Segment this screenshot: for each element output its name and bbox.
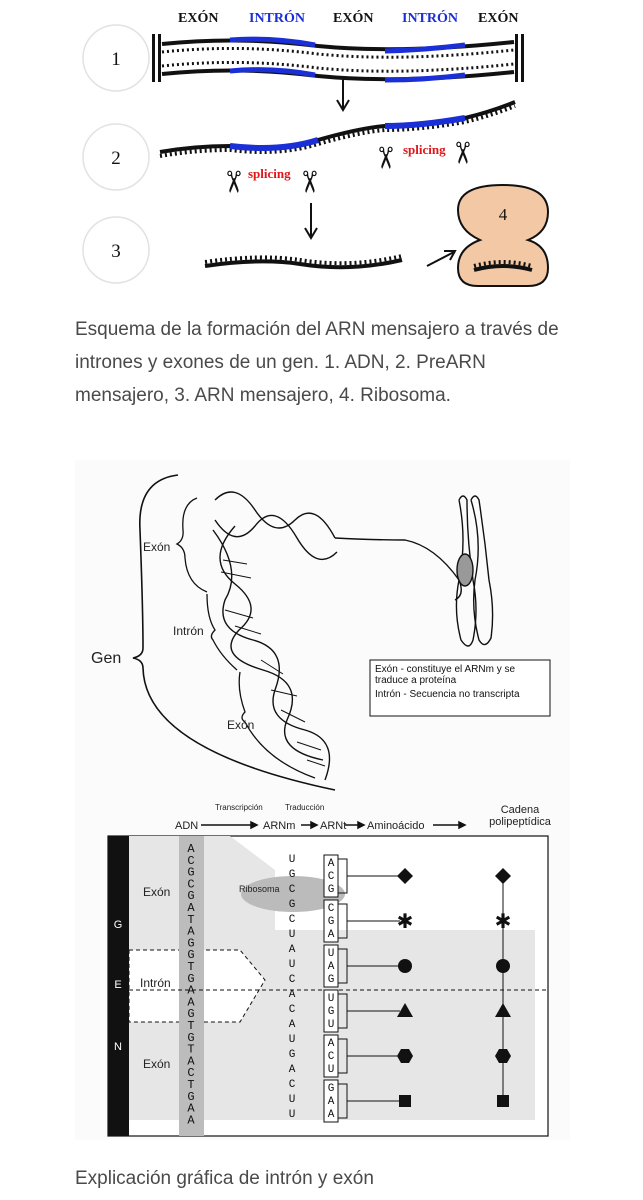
step-number-2: 2	[111, 148, 121, 169]
mrna-base: C	[288, 914, 296, 926]
intron-exon-diagram	[75, 460, 570, 1140]
trna-base: G	[327, 1083, 335, 1095]
trna-base: A	[327, 1096, 335, 1108]
intron-label-top: Intrón	[173, 624, 204, 638]
mrna-base: U	[288, 929, 296, 941]
flow-step-traduccion: Traducción	[285, 803, 325, 812]
splicing-label-1: splicing	[248, 166, 291, 181]
trna-base: G	[327, 974, 335, 986]
flow-cadena: Cadena polipeptídica	[489, 804, 551, 828]
step-number-1: 1	[111, 49, 121, 70]
mrna-base: A	[288, 989, 296, 1001]
dna-base: G	[187, 865, 195, 880]
mrna-base: G	[288, 899, 296, 911]
exon-label-top: Exón	[143, 540, 171, 554]
flow-adn: ADN	[175, 820, 199, 832]
arrow-right-icon	[427, 251, 455, 266]
svg-text:✂: ✂	[215, 169, 250, 195]
panel-exon-bottom: Exón	[143, 1057, 171, 1071]
dna-base: G	[187, 1030, 195, 1045]
exon-label-bottom: Exón	[227, 718, 255, 732]
dna-helix	[213, 492, 461, 780]
dna-base: G	[187, 1007, 195, 1022]
amino-acid-square-icon	[399, 1095, 411, 1107]
figure-caption-1: Esquema de la formación del ARN mensajero a través de intrones y exones de un gen. 1. ADN, 2. PreARN mensajero, 3. ARN mensajero, 4. Ribosoma.	[75, 319, 559, 406]
mrna-base: U	[288, 1034, 296, 1046]
mrna-base: G	[288, 869, 296, 881]
trna-base: G	[327, 1006, 335, 1018]
mrna-base: U	[288, 959, 296, 971]
dna-base: C	[187, 853, 195, 868]
trna-base: C	[327, 871, 335, 883]
dna-base: G	[187, 948, 195, 963]
label-exon-3: EXÓN	[478, 11, 519, 26]
mrna-base: A	[288, 1019, 296, 1031]
mrna-base: C	[288, 884, 296, 896]
dna-base: A	[187, 1101, 195, 1116]
label-exon-1: EXÓN	[178, 11, 219, 26]
amino-acid-circle-icon	[496, 959, 510, 973]
trna-base: A	[327, 858, 335, 870]
svg-text:✂: ✂	[444, 140, 479, 166]
dna-base: C	[187, 1066, 195, 1081]
dna-base: A	[187, 995, 195, 1010]
trna-base: G	[327, 884, 335, 896]
trna-base: A	[327, 929, 335, 941]
trna-base: C	[327, 903, 335, 915]
svg-text:✂: ✂	[367, 145, 402, 171]
ribosome-number: 4	[498, 205, 508, 224]
amino-acid-circle-icon	[398, 959, 412, 973]
dna-base: A	[187, 842, 195, 856]
dna-base: T	[187, 1019, 195, 1033]
trna-base: A	[327, 1038, 335, 1050]
amino-acid-square-icon	[497, 1095, 509, 1107]
gen-label: Gen	[91, 650, 122, 667]
flow-arnt: ARNt	[320, 820, 347, 832]
mrna-base: U	[288, 854, 296, 866]
dna-base: T	[187, 912, 195, 927]
ribosoma-label: Ribosoma	[239, 884, 280, 894]
dna-base: G	[187, 936, 195, 951]
dna-base: A	[187, 1054, 195, 1069]
dna-base: G	[187, 971, 195, 986]
dna-base: T	[187, 1042, 195, 1057]
dna-base: A	[187, 983, 195, 998]
ribosome-shape	[458, 185, 548, 286]
mrna-base: C	[288, 974, 296, 986]
trna-base: U	[327, 948, 335, 960]
mrna-base: C	[288, 1079, 296, 1091]
mrna-base: C	[288, 1004, 296, 1016]
arrow-down-icon	[337, 78, 349, 110]
mrna-base: G	[288, 1049, 296, 1061]
dna-base: G	[187, 1089, 195, 1104]
amino-acid-star-icon: ✱	[494, 911, 512, 933]
flow-step-transcripcion: Transcripción	[215, 803, 263, 812]
dna-base: A	[187, 924, 195, 939]
trna-base: U	[327, 1064, 335, 1076]
dna-base: A	[187, 1113, 195, 1128]
dna-double-strand	[152, 34, 524, 82]
amino-acid-star-icon: ✱	[396, 911, 414, 933]
label-exon-2: EXÓN	[333, 11, 374, 26]
mrna-base: A	[288, 1064, 296, 1076]
gene-letter-n: N	[114, 1041, 122, 1053]
gene-letter-g: G	[113, 919, 123, 931]
trna-base: G	[327, 916, 335, 928]
trna-base: U	[327, 1019, 335, 1031]
arrow-down-icon	[305, 203, 317, 238]
chromosome-shape	[456, 496, 492, 646]
legend-exon: Exón - constituye el ARNm y se traduce a proteína	[375, 664, 516, 686]
splicing-label-2: splicing	[403, 142, 446, 157]
dna-base: A	[187, 901, 195, 915]
splicing-diagram	[0, 0, 643, 300]
panel-intron: Intrón	[140, 976, 171, 990]
dna-base: G	[187, 889, 195, 904]
flow-arnm: ARNm	[263, 820, 296, 832]
label-intron-2: INTRÓN	[402, 11, 459, 26]
panel-exon-top: Exón	[143, 885, 171, 899]
mrna-base: U	[288, 1109, 296, 1121]
mrna-base: U	[288, 1094, 296, 1106]
trna-base: U	[327, 993, 335, 1005]
dna-base: T	[187, 960, 195, 974]
trna-base: A	[327, 961, 335, 973]
svg-text:✂: ✂	[291, 169, 326, 195]
figure-caption-2: Explicación gráfica de intrón y exón	[75, 1168, 374, 1189]
dna-base: C	[187, 877, 195, 892]
label-intron-1: INTRÓN	[249, 11, 306, 26]
dna-sequence	[187, 842, 195, 1127]
mrna-base: A	[288, 944, 296, 956]
mrna-strand	[205, 256, 402, 267]
step-number-3: 3	[111, 241, 121, 262]
dna-base: T	[187, 1078, 195, 1092]
helix-rungs	[221, 560, 325, 766]
trna-base: A	[327, 1109, 335, 1121]
trna-base: C	[327, 1051, 335, 1063]
legend-intron: Intrón - Secuencia no transcripta	[375, 689, 520, 700]
gene-letter-e: E	[114, 979, 122, 991]
flow-aminoacido: Aminoácido	[367, 820, 425, 832]
